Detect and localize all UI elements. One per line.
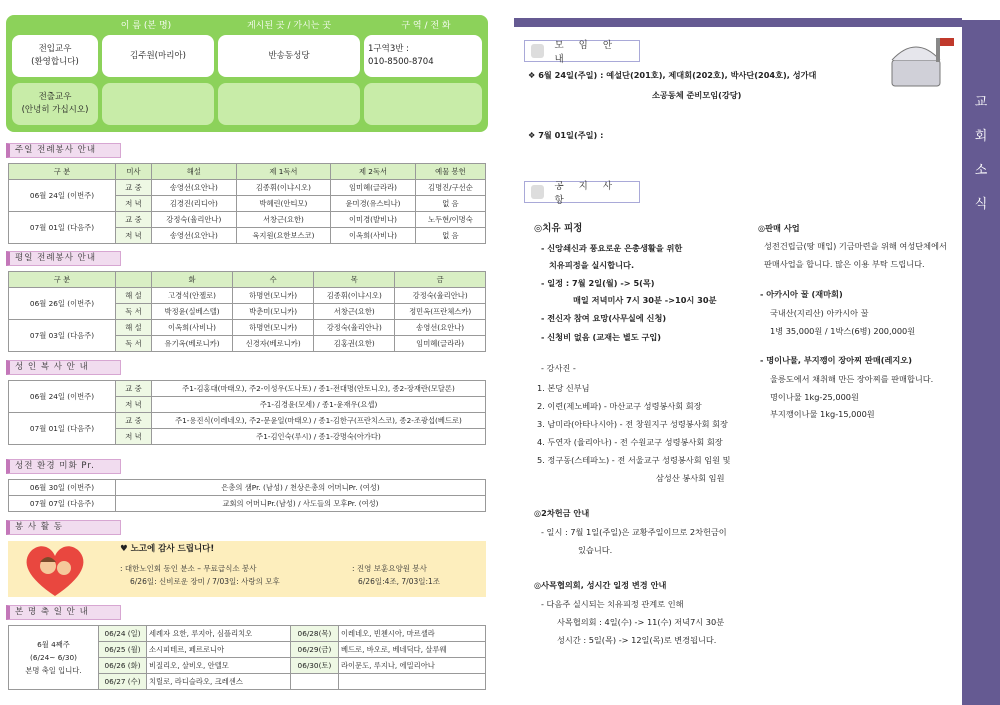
cell: 이옥희(사비나) [331, 228, 416, 244]
council-line: 성시간 : 5일(목) -> 12일(목)로 변경됩니다. [557, 635, 717, 645]
environment-table [8, 479, 486, 512]
second-line: - 일시 : 7월 1일(주일)은 교황주일이므로 2차헌금이 [541, 527, 727, 537]
cell: 송영선(요안나) [152, 228, 237, 244]
col: 목 [314, 272, 395, 288]
header-contact: 구 역 / 전 화 [401, 21, 451, 31]
cell: 저 녁 [116, 397, 152, 413]
sale-title: ◎판매 사업 [758, 223, 800, 233]
cell: 06/25 (월) [99, 642, 147, 658]
notice-header [524, 181, 640, 206]
cell: 베드로, 바오로, 베네딕다, 살루웨 [338, 642, 485, 658]
col: 금 [395, 272, 486, 288]
mushroom-line: 울릉도에서 채취해 만든 장아찌를 판매합니다. [770, 374, 934, 384]
dove-icon [531, 185, 544, 199]
dove-icon [531, 44, 544, 58]
cell: 정민옥(프란체스카) [395, 304, 486, 320]
transfer-out-contact [364, 83, 482, 125]
speaker-line: 5. 정구동(스테파노) - 전 서울교구 성령봉사회 임원 및 [537, 455, 731, 465]
second-line: 있습니다. [578, 545, 613, 555]
cell: 저 녁 [116, 228, 152, 244]
sale-line: 판매사업을 합니다. 많은 이용 부탁 드립니다. [764, 259, 925, 269]
col [116, 272, 152, 288]
cell: 06/26 (화) [99, 658, 147, 674]
weekday-table [8, 271, 486, 352]
cell: 06/30(토) [290, 658, 338, 674]
meeting-item-2: ❖ 7월 01일(주일) : [528, 130, 604, 140]
weekday-title: 평일 전례봉사 안내 [6, 251, 121, 266]
cell: 해 설 [116, 320, 152, 336]
cell: 07월 07일 (다음주) [9, 496, 116, 512]
cell: 06/28(목) [290, 626, 338, 642]
side-char: 교 [974, 95, 988, 110]
cell: 하명연(모니카) [233, 288, 314, 304]
header-place: 게시된 곳 / 가시는 곳 [246, 21, 332, 31]
speaker-line: 1. 본당 신부님 [537, 383, 590, 393]
cell: 주1-김인숙(루시) / 종1-강명숙(아가다) [152, 429, 486, 445]
adult-table [8, 380, 486, 445]
col: 구 분 [9, 272, 116, 288]
date: 06월 24일 (이번주) [9, 180, 116, 212]
patron-week: 6월 4째주 (6/24~ 6/30) 본명 축일 입니다. [9, 626, 99, 690]
col: 제 1독서 [236, 164, 331, 180]
cell: 은총의 샘Pr. (남성) / 천상은총의 어머니Pr. (여성) [116, 480, 486, 496]
speaker-line: 2. 이련(제노베파) - 마산교구 성령봉사회 회장 [537, 401, 702, 411]
cell: 이레네오, 빈첸시아, 마르셀라 [338, 626, 485, 642]
adult-title: 성 인 복 사 안 내 [6, 360, 121, 375]
transfer-in-place: 반송동성당 [218, 35, 360, 77]
transfer-out-place [218, 83, 360, 125]
col: 수 [233, 272, 314, 288]
healing-title: ◎치유 피정 [534, 223, 583, 234]
acacia-line: 1병 35,000원 / 1박스(6병) 200,000원 [770, 326, 916, 336]
transfer-in-name: 김주원(마리아) [102, 35, 214, 77]
cell: 독 서 [116, 304, 152, 320]
cell: 교 중 [116, 413, 152, 429]
mushroom-line: 명이나물 1kg-25,000원 [770, 392, 859, 402]
council-line: - 다음주 실시되는 치유피정 관계로 인해 [541, 599, 684, 609]
mailbox-icon [884, 30, 960, 92]
cell: 강정숙(율리안나) [395, 288, 486, 304]
healing-line: 치유피정을 실시합니다. [549, 260, 635, 270]
mushroom-title: - 명이나물, 부지깽이 장아찌 판매(레지오) [760, 355, 912, 365]
date: 06월 24일 (이번주) [9, 381, 116, 413]
patron-table [8, 625, 486, 690]
date: 06월 26일 (이번주) [9, 288, 116, 320]
cell: 윤미경(유스티나) [331, 196, 416, 212]
cell: 교 중 [116, 381, 152, 397]
side-bar [962, 20, 1000, 705]
cell: 저 녁 [116, 429, 152, 445]
cell: 신경자(베로니카) [233, 336, 314, 352]
cell: 이미경(발비나) [331, 212, 416, 228]
cell: 김종휘(이냐시오) [314, 288, 395, 304]
speaker-line: 삼성산 봉사회 임원 [656, 473, 725, 483]
cell: 김홍권(요한) [314, 336, 395, 352]
cell: 소시피테르, 페르로니아 [147, 642, 291, 658]
service-right-1: : 진영 보훈요양원 봉사 [352, 564, 427, 573]
cell: 없 음 [415, 196, 485, 212]
healing-line: - 일정 : 7월 2일(월) -> 5(목) [541, 278, 655, 288]
col: 화 [152, 272, 233, 288]
date: 07월 01일 (다음주) [9, 212, 116, 244]
side-char: 소 [974, 163, 988, 178]
council-line: 사목협의회 : 4일(수) -> 11(수) 저녁7시 30분 [557, 617, 725, 627]
cell: 독 서 [116, 336, 152, 352]
cell: 박정윤(실베스텔) [152, 304, 233, 320]
cell [290, 674, 338, 690]
transfer-in-label: 전입교우 (환영합니다) [12, 35, 98, 77]
col: 해설 [152, 164, 237, 180]
environment-title: 성전 환경 미화 Pr. [6, 459, 121, 474]
cell: 06/29(금) [290, 642, 338, 658]
side-char: 회 [974, 129, 988, 144]
notice-title: 공 지 사 항 [554, 181, 619, 206]
cell: 없 음 [415, 228, 485, 244]
header-name: 이 름 (본 명) [120, 21, 172, 31]
side-char: 식 [974, 197, 988, 212]
cell: 유기옥(베로니카) [152, 336, 233, 352]
cell: 하명연(모니카) [233, 320, 314, 336]
cell: 주1-김홍대(마태오), 주2-이성우(도나토) / 종1-전대명(안토니오), 종2-장재란(모달론) [152, 381, 486, 397]
col: 예물 봉헌 [415, 164, 485, 180]
cell: 임미혜(글라라) [395, 336, 486, 352]
cell: 06/24 (일) [99, 626, 147, 642]
speaker-line: 3. 남미라(아타나시아) - 전 창원지구 성령봉사회 회장 [537, 419, 728, 429]
col: 제 2독서 [331, 164, 416, 180]
transfer-out-label: 전출교우 (안녕히 가십시오) [12, 83, 98, 125]
cell: 치릴로, 라디슬라오, 크레센스 [147, 674, 291, 690]
date: 07월 03일 (다음주) [9, 320, 116, 352]
transfer-out-name [102, 83, 214, 125]
acacia-title: - 아카시아 꿀 (재마회) [760, 289, 843, 299]
sunday-table [8, 163, 486, 244]
cell: 교 중 [116, 212, 152, 228]
council-title: ◎사목협의회, 성시간 일정 변경 안내 [534, 580, 667, 590]
meeting-title: 모 임 안 내 [554, 40, 619, 65]
cell: 주1-김경윤(모세) / 종1-윤재우(요셉) [152, 397, 486, 413]
cell: 교회의 어머니Pr.(남성) / 사도들의 모후Pr. (여성) [116, 496, 486, 512]
speaker-line: 4. 두연자 (율리아나) - 전 수원교구 성령봉사회 회장 [537, 437, 723, 447]
cell: 육지원(요한보스코) [236, 228, 331, 244]
cell: 노두현/이명숙 [415, 212, 485, 228]
cell: 교 중 [116, 180, 152, 196]
acacia-line: 국내산(지리산) 아카시아 꿀 [770, 308, 869, 318]
patron-title: 본 명 축 일 안 내 [6, 605, 121, 620]
heart-illustration-icon [18, 540, 92, 600]
col: 미사 [116, 164, 152, 180]
cell: 비질리오, 살비오, 안텔모 [147, 658, 291, 674]
cell [338, 674, 485, 690]
healing-line: 매일 저녁미사 7시 30분 ->10시 30분 [573, 295, 717, 305]
cell: 박혜린(안티모) [236, 196, 331, 212]
sunday-title: 주일 전례봉사 안내 [6, 143, 121, 158]
service-thanks: ♥ 노고에 감사 드립니다! [120, 544, 215, 554]
mushroom-line: 부지깽이나물 1kg-15,000원 [770, 409, 875, 419]
cell: 김경진(리디아) [152, 196, 237, 212]
cell: 송영선(요안나) [152, 180, 237, 196]
cell: 주1-용진식(이레네오), 주2-문윤일(마태오) / 종1-김한구(프란치스코), 종2-조광섭(베드로) [152, 413, 486, 429]
cell: 저 녁 [116, 196, 152, 212]
cell: 고경석(안젤로) [152, 288, 233, 304]
speakers-title: - 강사진 - [541, 363, 576, 373]
cell: 강정숙(율리안나) [314, 320, 395, 336]
cell: 서창근(요한) [236, 212, 331, 228]
col: 구 분 [9, 164, 116, 180]
healing-line: - 신앙쇄신과 풍요로운 은총생활을 위한 [541, 243, 683, 253]
cell: 라이문도, 루지나, 에밀리아나 [338, 658, 485, 674]
date: 07월 01일 (다음주) [9, 413, 116, 445]
sale-line: 성전건립금(땅 매입) 기금마련을 위해 여성단체에서 [764, 241, 947, 251]
healing-line: - 전신자 참여 요망(사무실에 신청) [541, 313, 667, 323]
meeting-header [524, 40, 640, 65]
service-title: 봉 사 활 동 [6, 520, 121, 535]
service-left-1: : 대한노인회 동인 분소 – 무료급식소 봉사 [120, 564, 257, 573]
cell: 김종휘(이냐시오) [236, 180, 331, 196]
cell: 임미혜(글라라) [331, 180, 416, 196]
service-left-2: 6/26일: 신비로운 장미 / 7/03일: 사랑의 모후 [130, 577, 280, 586]
cell: 박춘미(모니카) [233, 304, 314, 320]
directory-box [6, 15, 488, 132]
cell: 세례자 요한, 루지아, 심플리치오 [147, 626, 291, 642]
cell: 송영선(요안나) [395, 320, 486, 336]
cell: 06월 30일 (이번주) [9, 480, 116, 496]
transfer-in-contact: 1구역3반 : 010-8500-8704 [364, 35, 482, 77]
healing-line: - 신청비 없음 (교재는 별도 구입) [541, 332, 662, 342]
top-bar [514, 18, 962, 27]
cell: 서창근(요한) [314, 304, 395, 320]
second-title: ◎2차헌금 안내 [534, 508, 590, 518]
meeting-item-1b: 소공동체 준비모임(강당) [652, 90, 742, 100]
cell: 해 설 [116, 288, 152, 304]
cell: 강정숙(율리안나) [152, 212, 237, 228]
meeting-item-1: ❖ 6월 24일(주일) : 예설단(201호), 제대회(202호), 박사단(204호), 성가대 [528, 70, 817, 80]
cell: 이옥희(사비나) [152, 320, 233, 336]
cell: 06/27 (수) [99, 674, 147, 690]
service-right-2: 6/26일:4조, 7/03일:1조 [358, 577, 441, 586]
cell: 김명진/구선순 [415, 180, 485, 196]
